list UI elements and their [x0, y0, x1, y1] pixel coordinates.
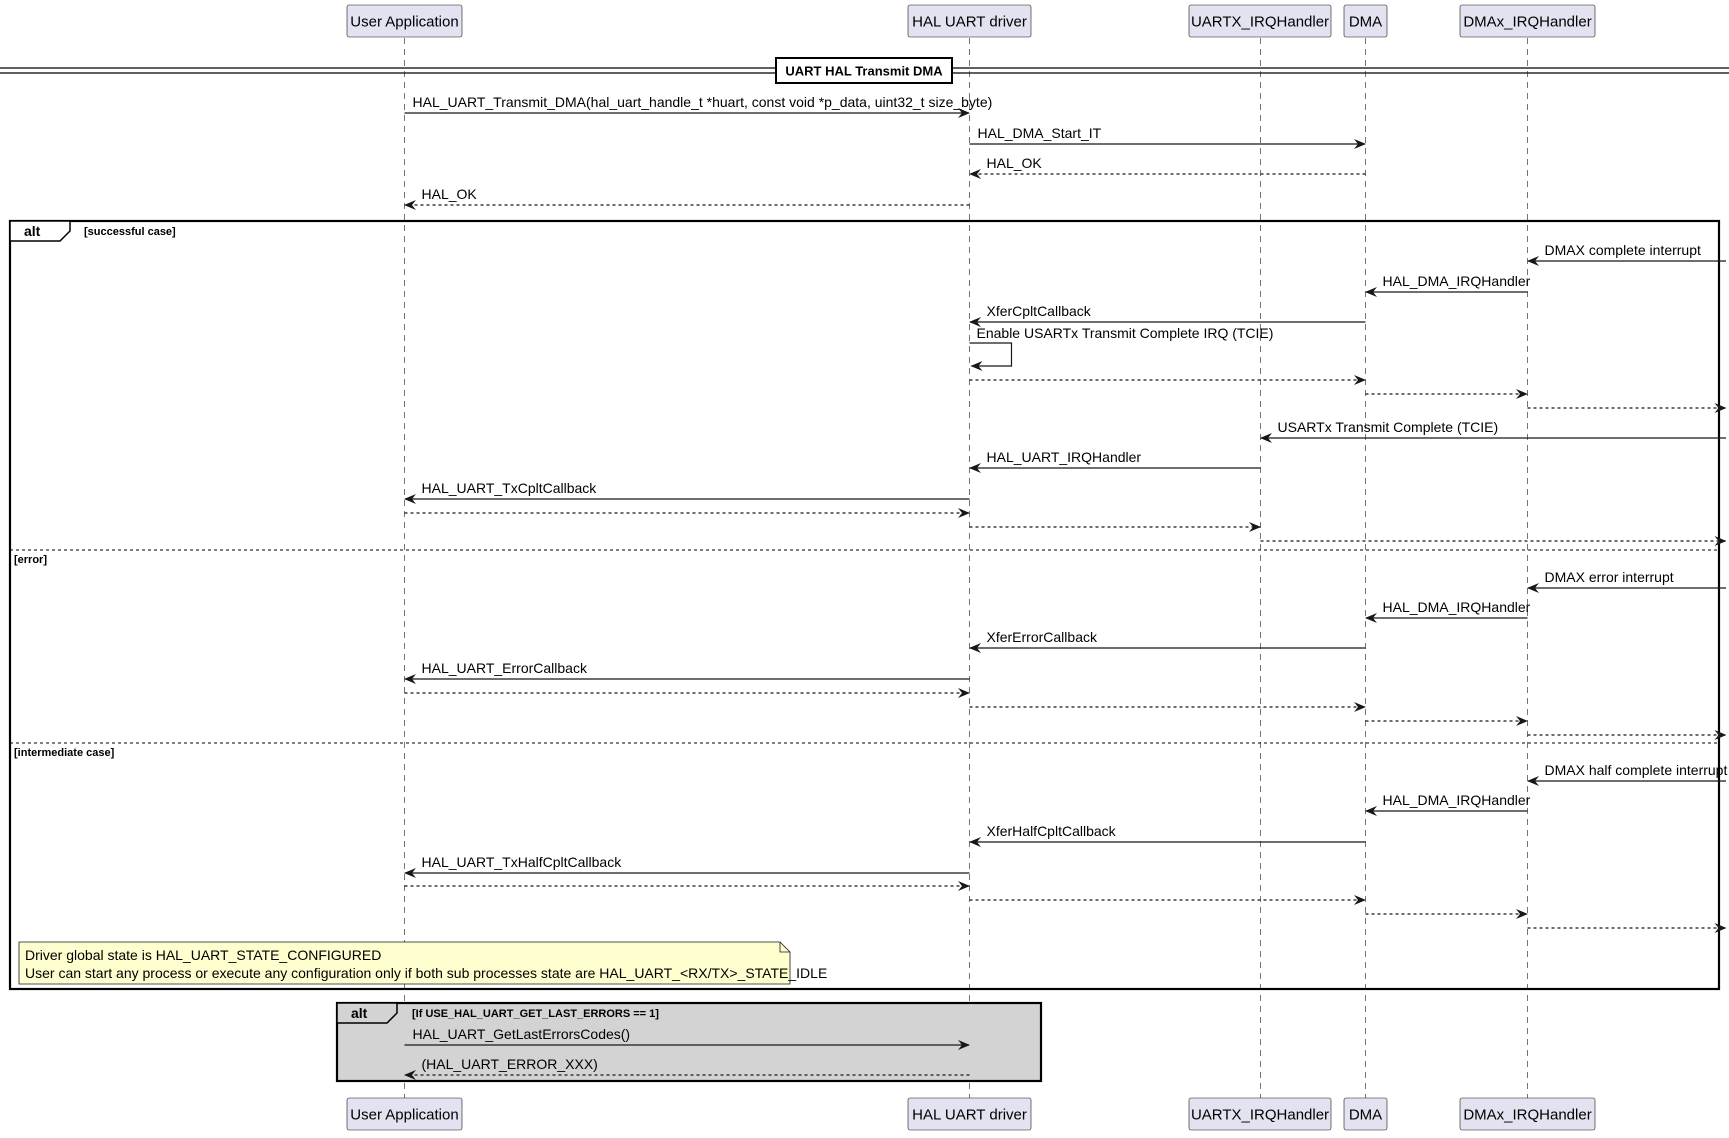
message-arrow [970, 629, 1366, 648]
message-label: HAL_UART_GetLastErrorsCodes() [412, 1026, 631, 1042]
message-arrow [405, 94, 993, 113]
message-arrow [970, 125, 1366, 144]
message-label: HAL_UART_ErrorCallback [421, 660, 587, 676]
self-message-line [970, 343, 1012, 366]
message-arrow [970, 449, 1261, 468]
message-label: (HAL_UART_ERROR_XXX) [421, 1056, 598, 1072]
section-divider [0, 58, 1729, 83]
message-label: DMAX half complete interrupt [1544, 762, 1728, 778]
message-arrow [1528, 569, 1726, 588]
message-arrow [405, 854, 970, 873]
message-arrow [970, 325, 1274, 366]
participant-uartx-irqhandler-bottom[interactable] [1189, 1098, 1331, 1130]
svg-text:HAL UART driver: HAL UART driver [912, 1106, 1027, 1124]
participant-dma-bottom[interactable] [1344, 1098, 1387, 1130]
guard-successful-case: [successful case] [84, 226, 176, 238]
message-label: Enable USARTx Transmit Complete IRQ (TCIE) [976, 325, 1274, 341]
participant-user-application[interactable] [347, 5, 462, 37]
divider-title: UART HAL Transmit DMA [785, 63, 943, 79]
message-label: HAL_UART_TxHalfCpltCallback [421, 854, 622, 870]
message-label: XferCpltCallback [986, 303, 1091, 319]
guard-intermediate-case: [intermediate case] [14, 747, 115, 759]
message-arrow [1366, 273, 1531, 292]
message-label: XferHalfCpltCallback [986, 823, 1116, 839]
message-arrow [1366, 792, 1531, 811]
message-label: HAL_OK [986, 155, 1042, 171]
participant-hal-uart-driver[interactable] [908, 5, 1031, 37]
message-label: HAL_DMA_IRQHandler [1382, 792, 1531, 808]
participant-dmax-irqhandler[interactable] [1460, 5, 1595, 37]
message-arrow [1528, 242, 1726, 261]
message-label: DMAX complete interrupt [1544, 242, 1701, 258]
participants-top [347, 5, 1595, 37]
message-label: HAL_DMA_IRQHandler [1382, 599, 1531, 615]
participants-bottom [347, 1098, 1595, 1130]
message-label: HAL_OK [421, 186, 477, 202]
message-arrow [970, 823, 1366, 842]
message-label: HAL_DMA_IRQHandler [1382, 273, 1531, 289]
svg-text:User Application: User Application [350, 1106, 459, 1124]
message-arrow [405, 660, 970, 679]
message-arrow [405, 480, 970, 499]
participant-user-application-bottom[interactable] [347, 1098, 462, 1130]
participant-dma[interactable] [1344, 5, 1387, 37]
message-arrow [970, 303, 1366, 322]
svg-text:DMAx_IRQHandler: DMAx_IRQHandler [1463, 13, 1592, 31]
guard-get-last-errors: [If USE_HAL_UART_GET_LAST_ERRORS == 1] [412, 1008, 659, 1020]
svg-text:UARTX_IRQHandler: UARTX_IRQHandler [1190, 13, 1330, 31]
message-label: HAL_UART_TxCpltCallback [421, 480, 597, 496]
svg-text:DMAx_IRQHandler: DMAx_IRQHandler [1463, 1106, 1592, 1124]
svg-text:HAL UART driver: HAL UART driver [912, 13, 1027, 31]
message-label: DMAX error interrupt [1544, 569, 1674, 585]
message-label: HAL_DMA_Start_IT [977, 125, 1102, 141]
message-label: XferErrorCallback [986, 629, 1097, 645]
lifelines [405, 38, 1528, 1098]
state-note [19, 942, 827, 984]
guard-error: [error] [14, 554, 48, 566]
alt-fragment-label: alt [24, 223, 41, 239]
note-line-2: User can start any process or execute any configuration only if both sub processes state are HAL_UART_<RX/TX>_STATE_IDLE [25, 965, 828, 981]
svg-text:UARTX_IRQHandler: UARTX_IRQHandler [1190, 1106, 1330, 1124]
participant-uartx-irqhandler[interactable] [1189, 5, 1331, 37]
participant-hal-uart-driver-bottom[interactable] [908, 1098, 1031, 1130]
message-arrow [1366, 599, 1531, 618]
message-arrow [1528, 762, 1727, 781]
message-arrow [405, 186, 970, 205]
participant-dmax-irqhandler-bottom[interactable] [1460, 1098, 1595, 1130]
svg-text:User Application: User Application [350, 13, 459, 31]
svg-text:DMA: DMA [1348, 1106, 1383, 1124]
svg-text:DMA: DMA [1348, 13, 1383, 31]
messages [405, 94, 1728, 1075]
message-label: HAL_UART_IRQHandler [986, 449, 1142, 465]
note-line-1: Driver global state is HAL_UART_STATE_CONFIGURED [25, 947, 382, 963]
alt-fragment-label-2: alt [351, 1005, 368, 1021]
message-arrow [970, 155, 1366, 174]
message-arrow [1261, 419, 1726, 438]
message-label: HAL_UART_Transmit_DMA(hal_uart_handle_t *huart, const void *p_data, uint32_t size_byte) [412, 94, 993, 110]
message-label: USARTx Transmit Complete (TCIE) [1277, 419, 1499, 435]
